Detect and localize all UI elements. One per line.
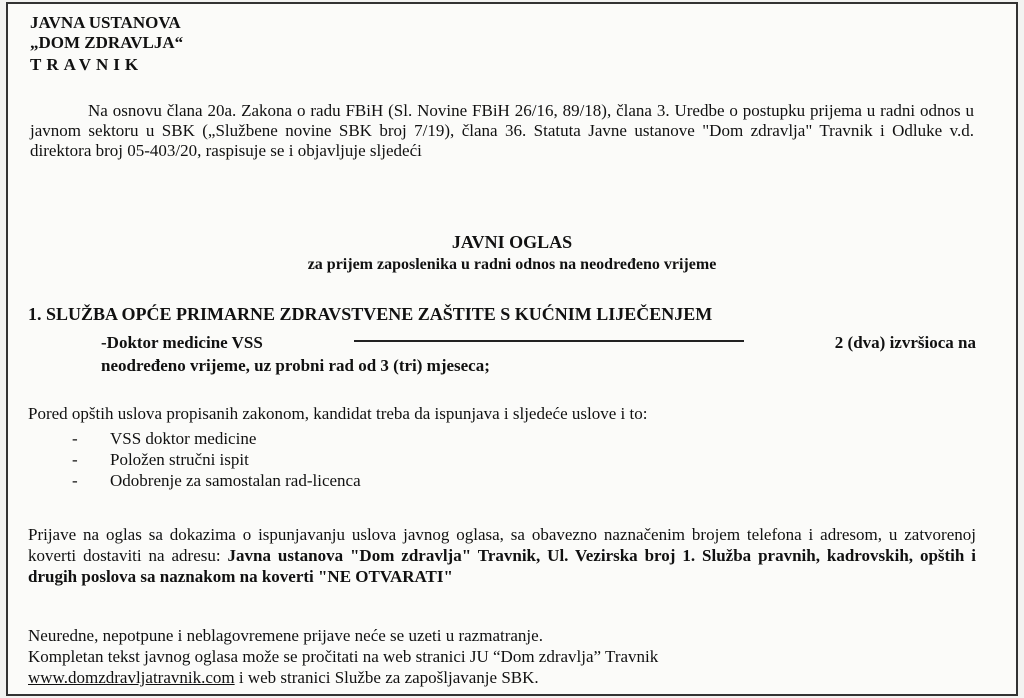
conditions-list bbox=[72, 428, 361, 491]
list-item bbox=[72, 470, 361, 491]
list-item bbox=[72, 449, 361, 470]
fill-line bbox=[354, 340, 744, 342]
institution-city: TRAVNIK bbox=[30, 55, 144, 74]
position-name: -Doktor medicine VSS bbox=[101, 333, 263, 352]
bullet-dash: - bbox=[72, 450, 78, 469]
condition-text: Položen stručni ispit bbox=[110, 450, 249, 469]
intro-text: Na osnovu člana 20a. Zakona o radu FBiH (Sl. Novine FBiH 26/16, 89/18), člana 3. Uredbe o postupku prijema u radni odnos u javnom sektoru u SBK („Službene novine SBK broj 7/19), člana 36. Statuta Javne ustanove "Dom zdravlja" Travnik i Odluke v.d. direktora broj 05-403/20, raspisuje se i objavljuje sljedeći bbox=[30, 101, 974, 160]
conditions-intro: Pored opštih uslova propisanih zakonom, kandidat treba da ispunjava i sljedeće uslove i to: bbox=[28, 404, 648, 423]
bullet-dash: - bbox=[72, 471, 78, 490]
document-page bbox=[6, 2, 1018, 696]
intro-paragraph bbox=[30, 101, 974, 161]
institution-line-2: „DOM ZDRAVLJA“ bbox=[30, 33, 184, 52]
position-count: 2 (dva) izvršioca na bbox=[834, 333, 976, 352]
ad-subtitle: za prijem zaposlenika u radni odnos na neodređeno vrijeme bbox=[307, 256, 717, 273]
application-text: Prijave na oglas sa dokazima o ispunjavanju uslova javnog oglasa, sa obavezno naznačenim brojem telefona i adresom, u zatvorenoj koverti dostaviti na adresu: bbox=[28, 525, 976, 565]
position-terms: neodređeno vrijeme, uz probni rad od 3 (tri) mjeseca; bbox=[101, 356, 490, 375]
condition-text: Odobrenje za samostalan rad-licenca bbox=[110, 471, 361, 490]
footer-links-line bbox=[28, 667, 539, 688]
bullet-dash: - bbox=[72, 429, 78, 448]
footer-note: Neuredne, nepotpune i neblagovremene prijave neće se uzeti u razmatranje. bbox=[28, 626, 543, 645]
section-heading: 1. SLUŽBA OPĆE PRIMARNE ZDRAVSTVENE ZAŠTITE S KUĆNIM LIJEČENJEM bbox=[28, 304, 713, 324]
position-block bbox=[101, 331, 976, 377]
list-item bbox=[72, 428, 361, 449]
institution-line-1: JAVNA USTANOVA bbox=[30, 13, 181, 32]
condition-text: VSS doktor medicine bbox=[110, 429, 257, 448]
application-address: Javna ustanova "Dom zdravlja" Travnik, Ul. Vezirska broj 1. Služba pravnih, kadrovskih, opštih i drugih poslova sa naznakom na koverti "NE OTVARATI" bbox=[28, 546, 976, 586]
footer-website-text: Kompletan tekst javnog oglasa može se pročitati na web stranici JU “Dom zdravlja” Travnik bbox=[28, 647, 659, 666]
footer-links-rest: i web stranici Službe za zapošljavanje SBK. bbox=[234, 668, 539, 687]
website-link[interactable]: www.domzdravljatravnik.com bbox=[28, 668, 235, 687]
application-paragraph bbox=[28, 524, 976, 587]
ad-title: JAVNI OGLAS bbox=[451, 232, 573, 252]
